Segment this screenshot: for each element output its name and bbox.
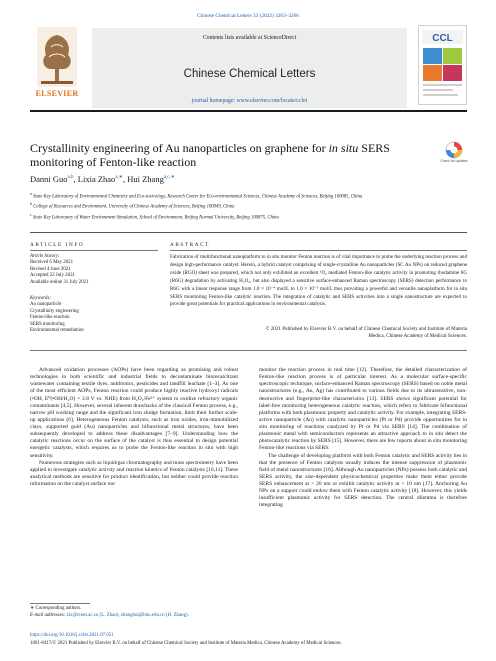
article-info-rule — [30, 250, 158, 251]
body-paragraph: monitor the reaction process in real time [12]. Therefore, the detailed characterization of Fenton-like reaction process is of particular interest. As a molecular surface-specific spectroscopic technique, surface-enhanced Raman spectroscopy (SERS) based on noble metal nanostructures (e.g., Au, Ag) has contributed to various fields due to its ultrasensitive, non-destructive and fingerprint-like characteristics [13]. SERS shows significant potential for label-free monitoring heterogeneous catalytic reaction, which refers to fabricate bifunctional platforms with both plasmonic property and catalytic activity. For example, integrating SERS-active nanoparticle (Au) with catalytic nanoparticles (Pt or Pd) provide opportunities for in situ monitoring of reactions catalyzed by Pt or Pd via SERS [14]. The combination of plasmonic metal with semiconductors represents an attractive approach to in situ detect the photocatalytic reaction by SERS [15]. However, there are few reports about in situ monitoring Fenton-like reactions via SERS. — [259, 367, 467, 452]
journal-homepage-link[interactable]: journal homepage: www.elsevier.com/locate/cclet — [191, 98, 308, 104]
availability-line — [92, 35, 407, 41]
keyword: Crystallinity engineering — [30, 308, 79, 314]
crossmark-label: Check for updates — [440, 159, 468, 163]
elsevier-wordmark: ELSEVIER — [35, 89, 79, 98]
doi-link[interactable]: https://doi.org/10.1016/j.cclet.2021.07.051 — [30, 633, 114, 638]
abstract-copyright: © 2021 Published by Elsevier B.V. on behalf of Chinese Chemical Society and Institute of Materia Medica, Chinese Academy of Medical Sciences. — [265, 326, 467, 340]
body-paragraph: Numerous strategies such as liquid/gas chromatography and mass spectrometry have been applied to investigate catalytic activity and reaction kinetics of Fenton catalysts [10,11]. These analytical methods are sensitive for product identification, but neither could provide reaction information on the catalyst surface nor — [30, 459, 238, 487]
author-affil-sup[interactable]: a,b — [67, 175, 74, 181]
keyword: Environmental remediation — [30, 328, 84, 334]
footnote-rule — [30, 603, 90, 604]
header-rule — [30, 110, 467, 112]
history-item: Received 6 May 2021 — [30, 260, 74, 266]
section-rule — [30, 232, 467, 233]
history-item: Revised 4 June 2021 — [30, 266, 71, 272]
article-info-heading: ARTICLE INFO — [30, 242, 85, 248]
sciencedirect-link[interactable]: Contents lists available at ScienceDirect — [202, 35, 297, 41]
rights-statement: 1001-8417/© 2021 Published by Elsevier B.V. on behalf of Chinese Chemical Society and Institute of Materia Medica, Chinese Academy of Medical Sciences. — [30, 641, 342, 646]
article-history — [30, 254, 158, 286]
affiliation: $^a$ State Key Laboratory of Environmental Chemistry and Eco-toxicology, Research Center for Eco-environmental Sciences, Chinese Academy of Sciences, Beijing 100085, China — [30, 192, 363, 200]
email-links[interactable]: zlx@rcees.ac.cn (L. Zhao), zhanghui@bnu.edu.cn (H. Zhang). — [66, 612, 189, 618]
email-note: E-mail addresses: zlx@rcees.ac.cn (L. Zhao), zhanghui@bnu.edu.cn (H. Zhang). — [30, 612, 189, 618]
body-left-column — [30, 367, 238, 488]
keyword: SERS monitoring — [30, 321, 65, 327]
author-name: Hui Zhang — [127, 174, 164, 184]
article-title: Crystallinity engineering of Au nanoparticles on graphene for in situ SERS monitoring of Fenton-like reaction — [30, 141, 390, 169]
abstract-heading: ABSTRACT — [170, 242, 210, 248]
journal-cover — [418, 25, 467, 105]
affiliation: $^c$ State Key Laboratory of Water Environment Simulation, School of Environment, Beijing Normal University, Beijing 100875, China — [30, 212, 279, 221]
keyword: Au nanoparticle — [30, 302, 62, 308]
cover-abbrev: CCL — [432, 33, 453, 44]
keywords-label: Keywords: — [30, 296, 52, 301]
author-list: Danni Guo$^{a,b}$, Lixia Zhao$^{a,∗}$, Hui Zhang$^{a,c,∗}$ — [30, 174, 175, 184]
affiliation: $^b$ College of Resources and Environment, University of Chinese Academy of Sciences, Beijing 100049, China — [30, 202, 235, 211]
abstract-text: Fabrication of multifunctional nanoplatform to in situ monitor Fenton reaction is of vital importance to probe the underlying reaction process and design high-performance catalyst. Herein, a hybrid catalyst comprising of single-crystalline Au nanoparticles (SC Au NPs) on reduced graphene oxide (RGO) sheet was prepared, which not only exhibited an excellent ¹O₂ mediated Fenton-like catalytic activity in promoting rhodamine 6G (R6G) degradation by activating H₂O₂, but also displayed a sensitive surface-enhanced Raman spectroscopy (SERS) detection performance to R6G with a linear response range from 1.0 × 10⁻⁴ mol/L to 1.0 × 10⁻⁵ mol/L thus providing a powerful and versatile nanoplatform for in situ SERS monitoring Fenton-like catalytic reaction. The integration of catalytic and SERS activities into a single nanostructure are expected to provide great potentials for practical applications in environmental catalysis. — [170, 254, 467, 308]
body-paragraph: Advanced oxidation processes (AOPs) have been regarding as promising and robust technologies in both scientific and industrial fields to decontaminate biorecalcitrant wastewater containing textile dyes, antibiotics, pesticides and landfill leachate [1–3]. As one of the most efficient AOPs, Fenton reaction could produce highly reactive hydroxyl radicals (•OH, E⁰(•OH/H₂O) = 2.8 V vs. NHE) from H₂O₂/Fe²⁺ system to oxidize refractory organic contaminants [4,5]. However, several inherent drawbacks of the classical Fenton process, e.g., narrow pH working range and the significant iron sludge formation, limit their further scale-up applications [6]. Heterogeneous Fenton catalysts, such as iron oxides, iron-immobilized clays, supported gold (Au) nanoparticles and bifunctional metal structures, have been subsequently developed to address these disadvantages [7–9]. Understanding how the catalytic reactions occur on the surface of the catalyst is thus essential to design potential energetic catalysts, which requires us to probe the Fenton-like reaction in situ with high sensitivity. — [30, 367, 238, 459]
author-name: Danni Guo — [30, 174, 68, 184]
history-item: Accepted 22 July 2021 — [30, 273, 75, 279]
elsevier-logo — [30, 25, 84, 103]
footnotes — [30, 606, 330, 619]
keywords — [30, 296, 158, 334]
body-right-column — [259, 367, 467, 510]
affiliations — [30, 191, 467, 222]
author-affil-sup[interactable]: a,c,∗ — [163, 175, 175, 181]
journal-header — [92, 28, 407, 108]
check-for-updates-badge[interactable] — [441, 140, 467, 166]
journal-citation-link[interactable]: Chinese Chemical Letters 33 (2022) 3263–3266 — [197, 13, 299, 19]
body-paragraph: The challenge of developing platform with both Fenton catalytic and SERS activity lies in that the presence of Fenton catalysts usually induces the intense suppression of plasmonic field of metal nanostructures [16]. Although Au nanoparticles (NPs) possess both catalytic and SERS activity, the size-dependent physicochemical properties make them either provide SERS enhancement at > 20 nm or exhibit catalytic activity at < 10 nm [17]. Anchoring Au NPs on a support could endow them with Fenton catalytic activity [18]. However, this yields insufficient plasmonic activity for SERS detection. The central dilemma is therefore integrating — [259, 452, 467, 509]
elsevier-tree-icon — [37, 27, 77, 87]
cover-art-icon — [419, 26, 466, 104]
author-name: Lixia Zhao — [77, 174, 116, 184]
body-rule — [30, 350, 467, 351]
corresponding-note: ∗ Corresponding authors. — [30, 606, 82, 611]
history-label: Article history: — [30, 254, 60, 259]
abstract-rule — [170, 250, 467, 251]
keyword: Fenton-like reaction — [30, 315, 70, 321]
author-affil-sup[interactable]: a,∗ — [115, 175, 123, 181]
history-item: Available online 31 July 2021 — [30, 279, 89, 285]
journal-title: Chinese Chemical Letters — [183, 68, 316, 80]
